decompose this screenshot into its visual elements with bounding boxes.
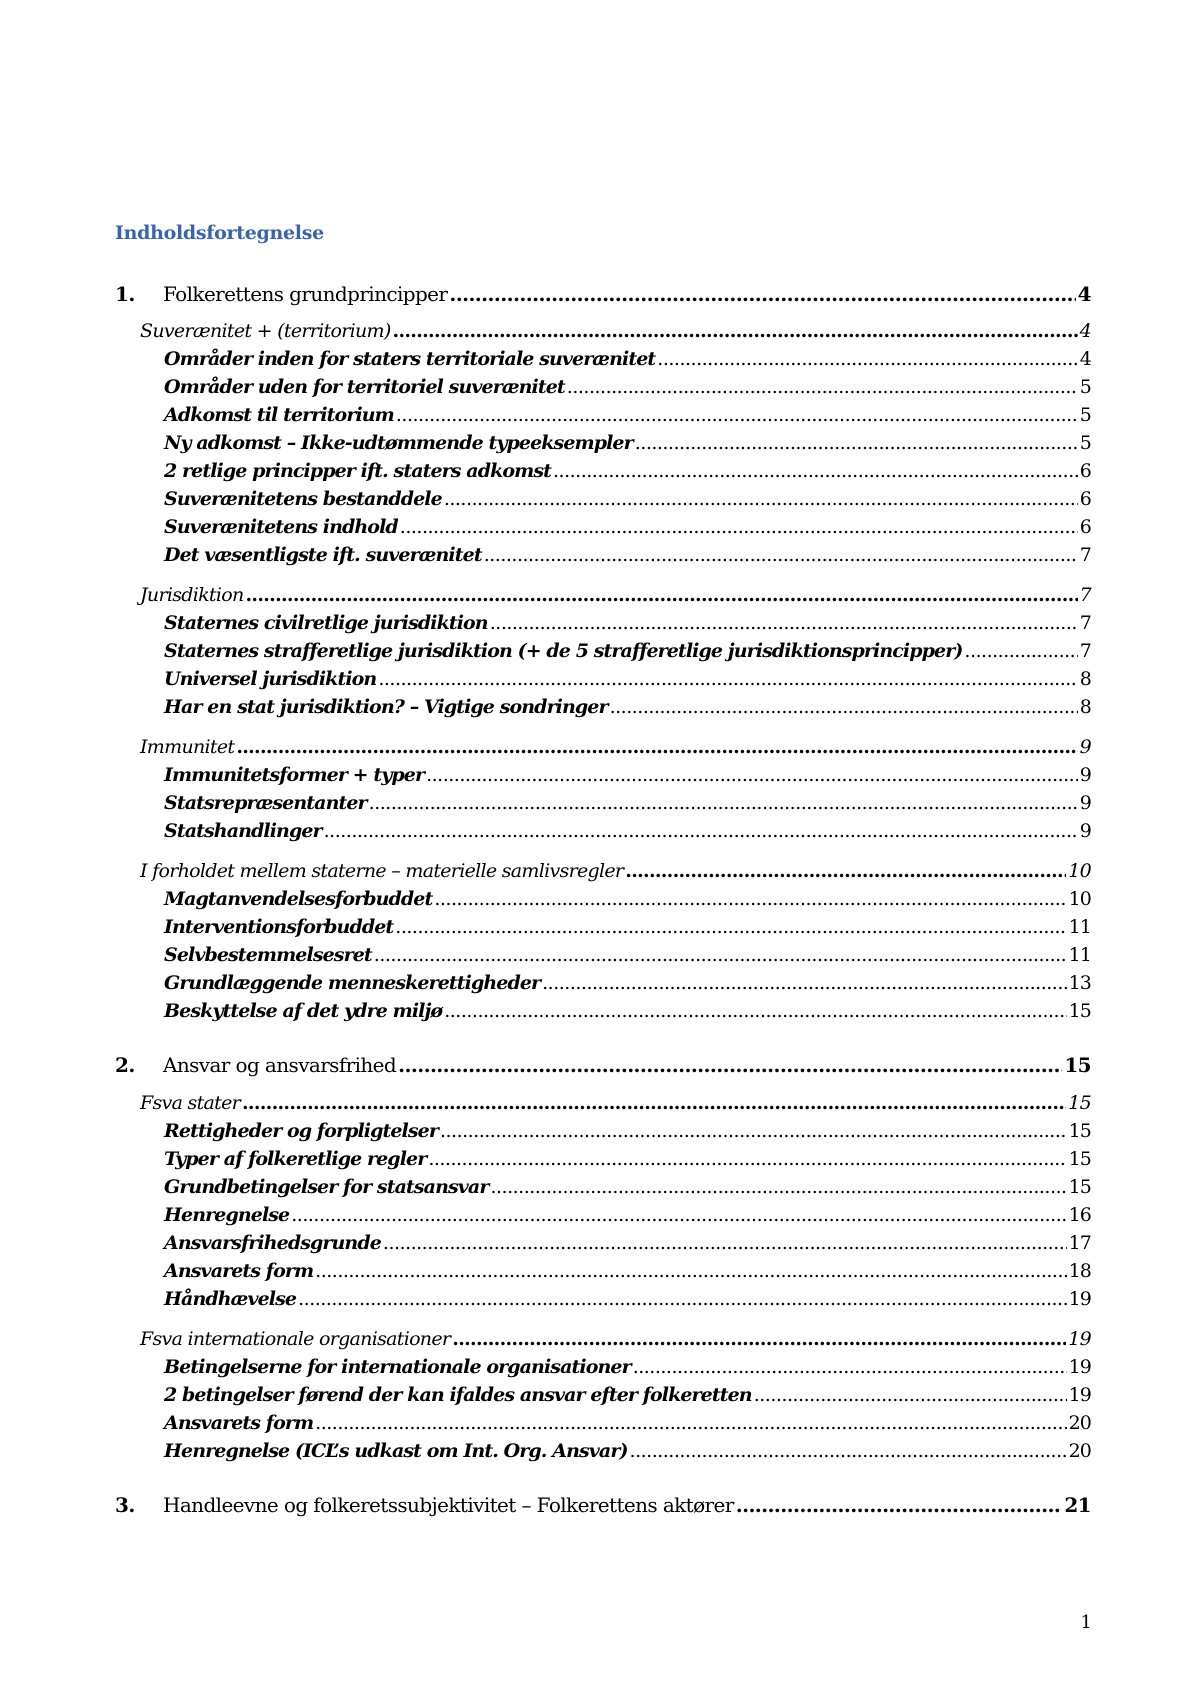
toc-entry-level3[interactable]	[164, 946, 1091, 965]
toc-dot-leader	[378, 670, 1077, 689]
toc-entry-label: Staternes civilretlige jurisdiktion	[164, 612, 488, 634]
toc-entry-page: 15	[1068, 1000, 1091, 1022]
toc-entry-label: Suverænitet + (territorium)	[140, 320, 391, 342]
toc-entry-page: 15	[1068, 1148, 1091, 1170]
toc-entry-page: 7	[1079, 612, 1091, 634]
toc-dot-leader	[444, 1002, 1066, 1021]
toc-dot-leader	[315, 1414, 1066, 1433]
toc-entry-page: 15	[1068, 1176, 1091, 1198]
toc-entry-level1[interactable]	[115, 1495, 1091, 1515]
toc-entry-label: Ansvarsfrihedsgrunde	[164, 1232, 381, 1254]
toc-entry-level3[interactable]	[164, 518, 1091, 537]
toc-dot-leader	[324, 822, 1078, 841]
toc-entry-label: Grundlæggende menneskerettigheder	[164, 972, 541, 994]
toc-entry-page: 10	[1068, 860, 1091, 882]
toc-entry-label: Statsrepræsentanter	[164, 792, 367, 814]
toc-dot-leader	[633, 1358, 1067, 1377]
toc-entry-page: 6	[1079, 488, 1091, 510]
toc-dot-leader	[434, 890, 1066, 909]
toc-entry-label: Håndhævelse	[164, 1288, 297, 1310]
toc-entry-page: 9	[1079, 792, 1091, 814]
toc-dot-leader	[242, 1094, 1066, 1113]
toc-dot-leader	[236, 738, 1077, 757]
toc-entry-level3[interactable]	[164, 434, 1091, 453]
toc-entry-number: 2.	[115, 1053, 135, 1077]
toc-entry-label: Adkomst til territorium	[164, 404, 394, 426]
toc-entry-level3[interactable]	[164, 918, 1091, 937]
toc-entry-label: Suverænitetens indhold	[164, 516, 398, 538]
toc-dot-leader	[542, 974, 1066, 993]
toc-entry-label: Typer af folkeretlige regler	[164, 1148, 427, 1170]
toc-dot-leader	[449, 284, 1075, 304]
toc-entry-label: 2 retlige principper ift. staters adkomst	[164, 460, 552, 482]
toc-dot-leader	[630, 1442, 1067, 1461]
toc-entry-level3[interactable]	[164, 378, 1091, 397]
toc-entry-label: Immunitetsformer + typer	[164, 764, 425, 786]
toc-entry-level3[interactable]	[164, 490, 1091, 509]
toc-entry-level3[interactable]	[164, 350, 1091, 369]
toc-entry-number: 1.	[115, 282, 135, 306]
toc-entry-label: Har en stat jurisdiktion? – Vigtige sondringer	[164, 696, 608, 718]
toc-dot-leader	[400, 518, 1078, 537]
toc-dot-leader	[291, 1206, 1066, 1225]
toc-entry-level3[interactable]	[164, 642, 1091, 661]
toc-entry-level2[interactable]	[140, 1330, 1091, 1349]
toc-entry-level3[interactable]	[164, 1206, 1091, 1225]
toc-entry-level3[interactable]	[164, 1150, 1091, 1169]
toc-entry-label: Selvbestemmelsesret	[164, 944, 372, 966]
toc-entry-label: Statshandlinger	[164, 820, 322, 842]
toc-entry-level2[interactable]	[140, 862, 1091, 881]
toc-dot-leader	[315, 1262, 1066, 1281]
toc-entry-level3[interactable]	[164, 406, 1091, 425]
toc-entry-label: Beskyttelse af det ydre miljø	[164, 1000, 443, 1022]
toc-entry-number: 3.	[115, 1493, 135, 1517]
toc-entry-page: 15	[1064, 1053, 1091, 1077]
toc-dot-leader	[657, 350, 1078, 369]
toc-dot-leader	[428, 1150, 1066, 1169]
toc-entry-page: 9	[1079, 736, 1091, 758]
toc-entry-level3[interactable]	[164, 698, 1091, 717]
toc-dot-leader	[369, 794, 1078, 813]
toc-dot-leader	[395, 918, 1066, 937]
toc-entry-page: 20	[1068, 1440, 1091, 1462]
toc-entry-page: 5	[1079, 432, 1091, 454]
toc-entry-level3[interactable]	[164, 1414, 1091, 1433]
toc-entry-page: 4	[1079, 320, 1091, 342]
toc-entry-level2[interactable]	[140, 738, 1091, 757]
toc-entry-label: Ny adkomst – Ikke-udtømmende typeeksempler	[164, 432, 633, 454]
toc-entry-label: Grundbetingelser for statsansvar	[164, 1176, 489, 1198]
toc-entry-level3[interactable]	[164, 766, 1091, 785]
toc-entry-page: 8	[1079, 668, 1091, 690]
toc-entry-label: Ansvarets form	[164, 1412, 314, 1434]
toc-dot-leader	[440, 1122, 1067, 1141]
toc-dot-leader	[444, 490, 1078, 509]
page-number: 1	[1080, 1612, 1092, 1633]
toc-entry-page: 5	[1079, 404, 1091, 426]
toc-entry-level3[interactable]	[164, 1002, 1091, 1021]
toc-entry-page: 11	[1068, 944, 1091, 966]
toc-entry-page: 19	[1068, 1328, 1091, 1350]
toc-entry-label: Magtanvendelsesforbuddet	[164, 888, 433, 910]
toc-entry-level3[interactable]	[164, 890, 1091, 909]
toc-entry-level3[interactable]	[164, 1178, 1091, 1197]
toc-dot-leader	[610, 698, 1078, 717]
toc-entry-level3[interactable]	[164, 462, 1091, 481]
toc-entry-label: Det væsentligste ift. suverænitet	[164, 544, 482, 566]
toc-entry-level3[interactable]	[164, 794, 1091, 813]
toc-entry-page: 20	[1068, 1412, 1091, 1434]
toc-dot-leader	[426, 766, 1078, 785]
toc-entry-page: 19	[1068, 1384, 1091, 1406]
toc-entry-label: Interventionsforbuddet	[164, 916, 394, 938]
toc-entry-page: 4	[1079, 348, 1091, 370]
toc-dot-leader	[490, 614, 1078, 633]
toc-entry-level3[interactable]	[164, 974, 1091, 993]
toc-entry-page: 15	[1068, 1092, 1091, 1114]
toc-dot-leader	[754, 1386, 1067, 1405]
toc-entry-level3[interactable]	[164, 1386, 1091, 1405]
toc-entry-label: Universel jurisdiktion	[164, 668, 377, 690]
toc-entry-page: 19	[1068, 1356, 1091, 1378]
toc-entry-level3[interactable]	[164, 1262, 1091, 1281]
toc-entry-page: 18	[1068, 1260, 1091, 1282]
toc-dot-leader	[383, 1234, 1067, 1253]
toc-entry-level2[interactable]	[140, 586, 1091, 605]
toc-entry-label: Fsva internationale organisationer	[140, 1328, 451, 1350]
toc-dot-leader	[736, 1495, 1063, 1515]
toc-entry-page: 6	[1079, 516, 1091, 538]
toc-entry-level3[interactable]	[164, 614, 1091, 633]
toc-entry-page: 17	[1068, 1232, 1091, 1254]
toc-entry-page: 13	[1068, 972, 1091, 994]
toc-dot-leader	[553, 462, 1078, 481]
toc-entry-label: Ansvarets form	[164, 1260, 314, 1282]
toc-entry-label: Henregnelse (ICL’s udkast om Int. Org. Ansvar)	[164, 1440, 628, 1462]
toc-dot-leader	[490, 1178, 1066, 1197]
toc-dot-leader	[964, 642, 1077, 661]
toc-dot-leader	[452, 1330, 1066, 1349]
toc-entry-level1[interactable]	[115, 1055, 1091, 1075]
toc-entry-page: 15	[1068, 1120, 1091, 1142]
toc-entry-label: Ansvar og ansvarsfrihed	[163, 1053, 397, 1077]
toc-entry-page: 10	[1068, 888, 1091, 910]
toc-entry-level3[interactable]	[164, 1290, 1091, 1309]
toc-entry-label: Henregnelse	[164, 1204, 290, 1226]
toc-entry-label: Rettigheder og forpligtelser	[164, 1120, 438, 1142]
toc-dot-leader	[567, 378, 1078, 397]
toc-entry-page: 6	[1079, 460, 1091, 482]
toc-dot-leader	[396, 406, 1078, 425]
toc-dot-leader	[484, 546, 1078, 565]
toc-entry-level2[interactable]	[140, 1094, 1091, 1113]
toc-entry-level3[interactable]	[164, 1234, 1091, 1253]
toc-entry-page: 11	[1068, 916, 1091, 938]
toc-entry-page: 4	[1077, 282, 1091, 306]
toc-entry-label: Suverænitetens bestanddele	[164, 488, 442, 510]
toc-entry-label: Folkerettens grundprincipper	[163, 282, 448, 306]
toc-entry-label: Staternes strafferetlige jurisdiktion (+ de 5 strafferetlige jurisdiktionsprincipper)	[164, 640, 963, 662]
toc-dot-leader	[393, 322, 1078, 341]
toc-entry-label: Immunitet	[140, 736, 235, 758]
toc-dot-leader	[374, 946, 1067, 965]
toc-entry-level3[interactable]	[164, 822, 1091, 841]
toc-entry-page: 19	[1068, 1288, 1091, 1310]
toc-entry-label: Områder uden for territoriel suverænitet	[164, 376, 565, 398]
toc-entry-level3[interactable]	[164, 670, 1091, 689]
toc-dot-leader	[625, 862, 1066, 881]
toc-dot-leader	[298, 1290, 1067, 1309]
toc-entry-level1[interactable]	[115, 284, 1091, 304]
toc-entry-page: 9	[1079, 820, 1091, 842]
toc-entry-level3[interactable]	[164, 1358, 1091, 1377]
toc-entry-label: Betingelserne for internationale organisationer	[164, 1356, 631, 1378]
toc-entry-page: 21	[1064, 1493, 1091, 1517]
toc-entry-label: 2 betingelser førend der kan ifaldes ansvar efter folkeretten	[164, 1384, 752, 1406]
toc-entry-page: 7	[1079, 640, 1091, 662]
toc-entry-level3[interactable]	[164, 1442, 1091, 1461]
toc-dot-leader	[246, 586, 1078, 605]
toc-entry-page: 8	[1079, 696, 1091, 718]
toc-dot-leader	[635, 434, 1078, 453]
toc-entry-page: 16	[1068, 1204, 1091, 1226]
toc-title: Indholdsfortegnelse	[115, 222, 324, 244]
toc-entry-label: Områder inden for staters territoriale suverænitet	[164, 348, 656, 370]
toc-entry-page: 7	[1079, 584, 1091, 606]
toc-entry-page: 7	[1079, 544, 1091, 566]
toc-entry-label: Handleevne og folkeretssubjektivitet – Folkerettens aktører	[163, 1493, 734, 1517]
toc-entry-level3[interactable]	[164, 1122, 1091, 1141]
toc-entry-label: Fsva stater	[140, 1092, 241, 1114]
toc-entry-label: Jurisdiktion	[140, 584, 244, 606]
toc-entry-level3[interactable]	[164, 546, 1091, 565]
toc-entry-page: 9	[1079, 764, 1091, 786]
toc-entry-page: 5	[1079, 376, 1091, 398]
toc-entry-label: I forholdet mellem staterne – materielle samlivsregler	[140, 860, 624, 882]
toc-dot-leader	[398, 1055, 1062, 1075]
toc-entry-level2[interactable]	[140, 322, 1091, 341]
